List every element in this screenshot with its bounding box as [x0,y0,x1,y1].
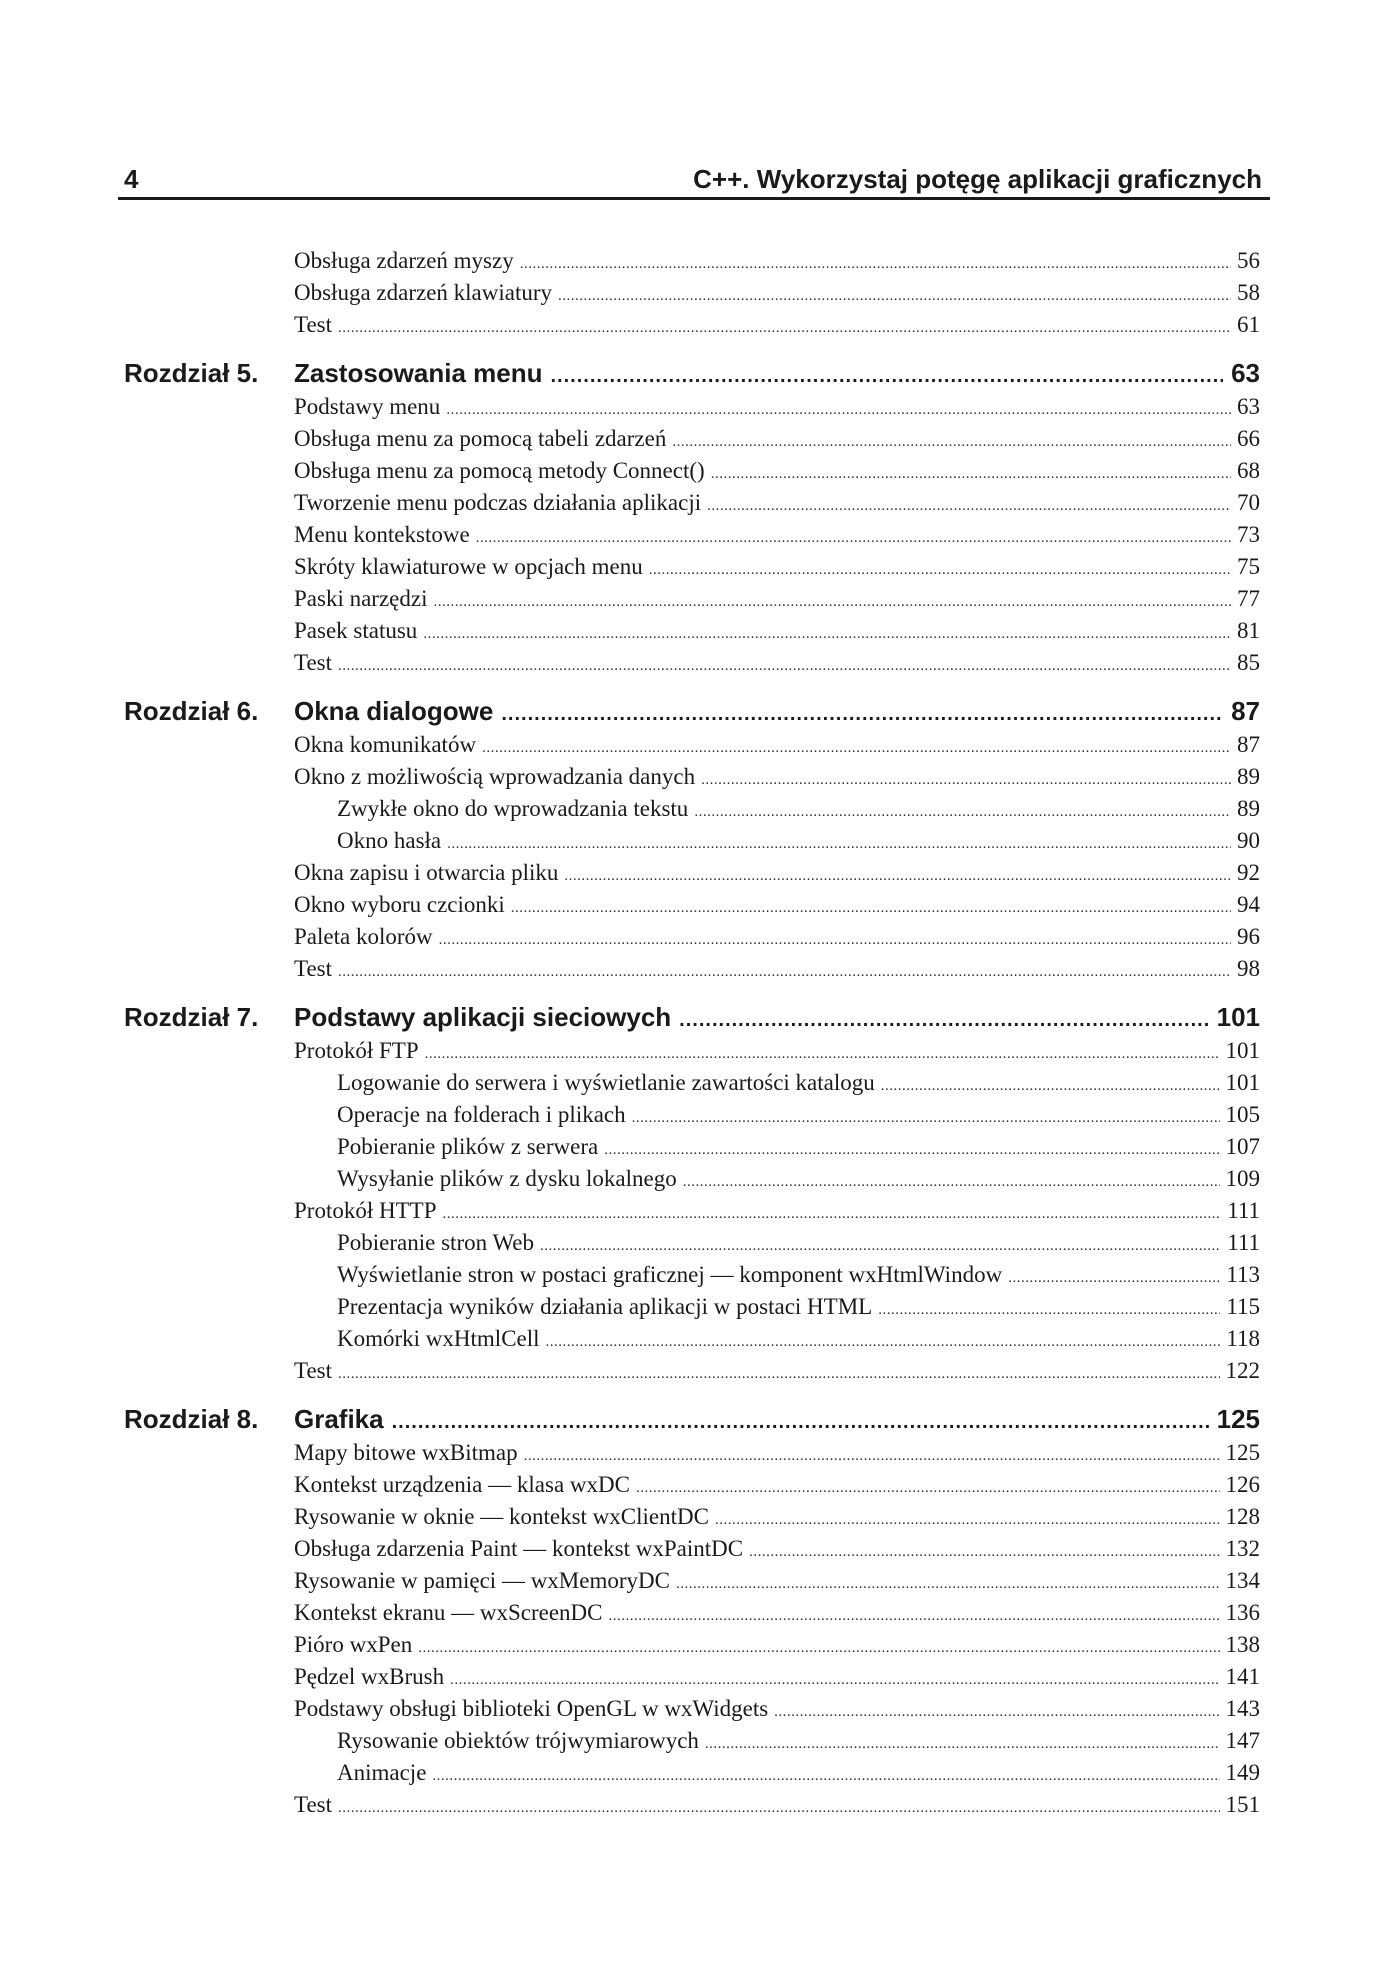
toc-entry [294,1696,1260,1728]
toc-entry-page: 134 [1225,1568,1260,1593]
chapter-label: Rozdział 6. [124,696,259,726]
toc-entry-page: 58 [1237,280,1260,305]
toc-entry-title: Test [294,312,332,337]
toc-entry-title: Rysowanie w pamięci — wxMemoryDC [294,1568,670,1593]
dot-leader [564,868,1231,885]
toc-entry-title: Operacje na folderach i plikach [337,1102,626,1127]
toc-entry-page: 77 [1237,586,1260,611]
toc-entry-page: 98 [1237,956,1260,981]
toc-entry [337,1230,1260,1262]
chapter-title-row [294,1404,1260,1435]
toc-entry [294,1038,1260,1070]
toc-entry-title: Pędzel wxBrush [294,1664,445,1689]
toc-entry-title: Test [294,650,332,675]
chapter-heading [0,696,1400,732]
chapter-page: 125 [1216,1404,1260,1434]
chapter-label: Rozdział 7. [124,1002,259,1032]
toc-entry-page: 85 [1237,650,1260,675]
dot-leader [649,562,1231,579]
dot-leader [476,530,1231,547]
dot-leader [392,1411,1209,1434]
dot-leader [418,1640,1219,1657]
chapter-label: Rozdział 5. [124,358,259,388]
toc-entry [294,1358,1260,1390]
toc-entry [294,892,1260,924]
dot-leader [338,1366,1220,1383]
toc-entry [294,1792,1260,1824]
toc-entry [337,1166,1260,1198]
toc-entry-title: Okna komunikatów [294,732,477,757]
dot-leader [511,900,1231,917]
toc-entry [337,1326,1260,1358]
dot-leader [520,256,1231,273]
toc-entry [294,394,1260,426]
toc-entry [294,924,1260,956]
toc-entry-title: Obsługa zdarzeń klawiatury [294,280,553,305]
toc-entry-title: Kontekst ekranu — wxScreenDC [294,1600,603,1625]
dot-leader [609,1608,1220,1625]
toc-entry [294,1568,1260,1600]
book-title: C++. Wykorzystaj potęgę aplikacji graficznych [693,164,1262,194]
toc-entry [337,828,1260,860]
toc-entry-title: Protokół HTTP [294,1198,437,1223]
dot-leader [774,1704,1219,1721]
toc-entry-title: Podstawy menu [294,394,441,419]
dot-leader [439,932,1231,949]
toc-entry [294,650,1260,682]
toc-entry [294,522,1260,554]
dot-leader [338,320,1231,337]
toc-entry-title: Pobieranie stron Web [337,1230,535,1255]
dot-leader [425,1046,1220,1063]
toc-entry-title: Pasek statusu [294,618,418,643]
toc-entry-page: 66 [1237,426,1260,451]
dot-leader [558,288,1231,305]
toc-entry [294,956,1260,988]
dot-leader [881,1078,1220,1095]
toc-entry [294,248,1260,280]
toc-entry [337,1728,1260,1760]
toc-entry [294,1472,1260,1504]
dot-leader [604,1142,1219,1159]
chapter-title: Zastosowania menu [294,358,543,388]
dot-leader [447,836,1231,853]
toc-entry [294,1198,1260,1230]
toc-entry [337,1070,1260,1102]
dot-leader [1008,1270,1220,1287]
toc-entry-page: 75 [1237,554,1260,579]
toc-entry-page: 147 [1225,1728,1260,1753]
toc-entry [337,1102,1260,1134]
toc-entry-page: 107 [1225,1134,1260,1159]
toc-entry [294,490,1260,522]
toc-entry-page: 132 [1225,1536,1260,1561]
toc-entry [294,1600,1260,1632]
toc-entry-title: Protokół FTP [294,1038,419,1063]
chapter-title: Grafika [294,1404,384,1434]
toc-entry-title: Obsługa menu za pomocą tabeli zdarzeń [294,426,667,451]
toc-entry-title: Wyświetlanie stron w postaci graficznej — komponent wxHtmlWindow [337,1262,1003,1287]
toc-entry-page: 151 [1225,1792,1260,1817]
toc-entry [294,426,1260,458]
dot-leader [676,1576,1220,1593]
dot-leader [705,1736,1220,1753]
toc-entry [294,618,1260,650]
dot-leader [711,466,1231,483]
chapter-heading [0,358,1400,394]
toc-entry [294,312,1260,344]
dot-leader [442,1206,1221,1223]
toc-entry-page: 81 [1237,618,1260,643]
dot-leader [679,1009,1208,1032]
chapter-page: 101 [1216,1002,1260,1032]
toc-entry-page: 101 [1225,1038,1260,1063]
dot-leader [423,626,1231,643]
chapter-heading [0,1002,1400,1038]
toc-entry-page: 136 [1225,1600,1260,1625]
page-header [118,160,1270,200]
dot-leader [715,1512,1220,1529]
toc-entry [294,860,1260,892]
toc-entry-title: Kontekst urządzenia — klasa wxDC [294,1472,630,1497]
dot-leader [546,1334,1221,1351]
dot-leader [551,365,1224,388]
dot-leader [432,1768,1219,1785]
toc-entry-title: Test [294,956,332,981]
dot-leader [701,772,1231,789]
toc-entry-page: 96 [1237,924,1260,949]
dot-leader [501,703,1223,726]
dot-leader [632,1110,1220,1127]
toc-entry-title: Zwykłe okno do wprowadzania tekstu [337,796,689,821]
toc-entry-page: 111 [1227,1198,1260,1223]
toc-entry-page: 92 [1237,860,1260,885]
toc-entry-page: 125 [1225,1440,1260,1465]
toc-entry [294,1664,1260,1696]
toc-entry-title: Skróty klawiaturowe w opcjach menu [294,554,643,579]
dot-leader [749,1544,1219,1561]
toc-entry-title: Test [294,1358,332,1383]
chapter-title: Podstawy aplikacji sieciowych [294,1002,672,1032]
toc-entry-title: Pobieranie plików z serwera [337,1134,599,1159]
dot-leader [878,1302,1220,1319]
dot-leader [338,964,1231,981]
toc-entry-page: 109 [1225,1166,1260,1191]
toc-entry-page: 141 [1225,1664,1260,1689]
chapter-page: 63 [1231,358,1260,388]
dot-leader [433,594,1231,611]
chapter-title-row [294,358,1260,389]
toc-entry-title: Animacje [337,1760,427,1785]
toc-entry-page: 138 [1225,1632,1260,1657]
toc-entry-title: Obsługa zdarzenia Paint — kontekst wxPaintDC [294,1536,744,1561]
toc-entry-page: 115 [1226,1294,1260,1319]
toc-entry [294,764,1260,796]
toc-entry [294,1632,1260,1664]
toc-entry-title: Test [294,1792,332,1817]
intro-entries [0,248,1400,344]
toc-entry [337,1134,1260,1166]
dot-leader [446,402,1231,419]
toc-entry [337,1760,1260,1792]
dot-leader [524,1448,1220,1465]
table-of-contents [0,248,1400,1824]
toc-entry-page: 128 [1225,1504,1260,1529]
toc-entry [294,458,1260,490]
toc-entry [337,796,1260,828]
toc-entry-page: 111 [1227,1230,1260,1255]
toc-entry-page: 63 [1237,394,1260,419]
toc-entry [294,586,1260,618]
chapter-heading [0,1404,1400,1440]
toc-entry [294,554,1260,586]
dot-leader [636,1480,1220,1497]
toc-entry-title: Logowanie do serwera i wyświetlanie zawartości katalogu [337,1070,875,1095]
dot-leader [707,498,1231,515]
toc-entry [337,1294,1260,1326]
dot-leader [338,658,1231,675]
toc-entry-page: 94 [1237,892,1260,917]
toc-entry-title: Okno z możliwością wprowadzania danych [294,764,696,789]
toc-entry-title: Okno wyboru czcionki [294,892,505,917]
dot-leader [672,434,1231,451]
toc-entry-page: 56 [1237,248,1260,273]
toc-entry-title: Rysowanie obiektów trójwymiarowych [337,1728,699,1753]
toc-entry-title: Mapy bitowe wxBitmap [294,1440,518,1465]
toc-entry-page: 90 [1237,828,1260,853]
toc-entry-page: 87 [1237,732,1260,757]
toc-entry-page: 101 [1225,1070,1260,1095]
toc-entry-page: 89 [1237,764,1260,789]
toc-entry-page: 89 [1237,796,1260,821]
toc-entry-title: Obsługa menu za pomocą metody Connect() [294,458,705,483]
chapter-title-row [294,1002,1260,1033]
chapter-page: 87 [1231,696,1260,726]
chapter-title: Okna dialogowe [294,696,494,726]
toc-entry-title: Pióro wxPen [294,1632,413,1657]
dot-leader [694,804,1231,821]
chapter-label: Rozdział 8. [124,1404,259,1434]
toc-entry-title: Okno hasła [337,828,442,853]
toc-entry-page: 105 [1225,1102,1260,1127]
toc-entry [294,732,1260,764]
toc-entry-title: Wysyłanie plików z dysku lokalnego [337,1166,677,1191]
toc-entry-page: 149 [1225,1760,1260,1785]
toc-entry-page: 143 [1225,1696,1260,1721]
toc-entry [294,1536,1260,1568]
toc-entry-title: Rysowanie w oknie — kontekst wxClientDC [294,1504,709,1529]
toc-entry [294,280,1260,312]
toc-entry [294,1440,1260,1472]
toc-entry-page: 70 [1237,490,1260,515]
page-number: 4 [124,164,139,194]
toc-entry-title: Paleta kolorów [294,924,433,949]
toc-entry [294,1504,1260,1536]
toc-entry-title: Podstawy obsługi biblioteki OpenGL w wxWidgets [294,1696,769,1721]
toc-entry-title: Prezentacja wyników działania aplikacji w postaci HTML [337,1294,873,1319]
toc-entry-page: 118 [1226,1326,1260,1351]
dot-leader [683,1174,1220,1191]
toc-entry-page: 122 [1225,1358,1260,1383]
toc-entry-page: 68 [1237,458,1260,483]
toc-entry-title: Tworzenie menu podczas działania aplikacji [294,490,702,515]
chapter-title-row [294,696,1260,727]
toc-entry-title: Komórki wxHtmlCell [337,1326,540,1351]
toc-entry-page: 113 [1226,1262,1260,1287]
chapter-list [0,358,1400,1824]
dot-leader [540,1238,1221,1255]
toc-entry-title: Menu kontekstowe [294,522,470,547]
toc-entry [337,1262,1260,1294]
toc-entry-page: 73 [1237,522,1260,547]
toc-entry-title: Okna zapisu i otwarcia pliku [294,860,559,885]
dot-leader [338,1800,1220,1817]
dot-leader [482,740,1231,757]
toc-entry-page: 126 [1225,1472,1260,1497]
toc-entry-page: 61 [1237,312,1260,337]
toc-entry-title: Obsługa zdarzeń myszy [294,248,514,273]
dot-leader [450,1672,1219,1689]
toc-entry-title: Paski narzędzi [294,586,428,611]
